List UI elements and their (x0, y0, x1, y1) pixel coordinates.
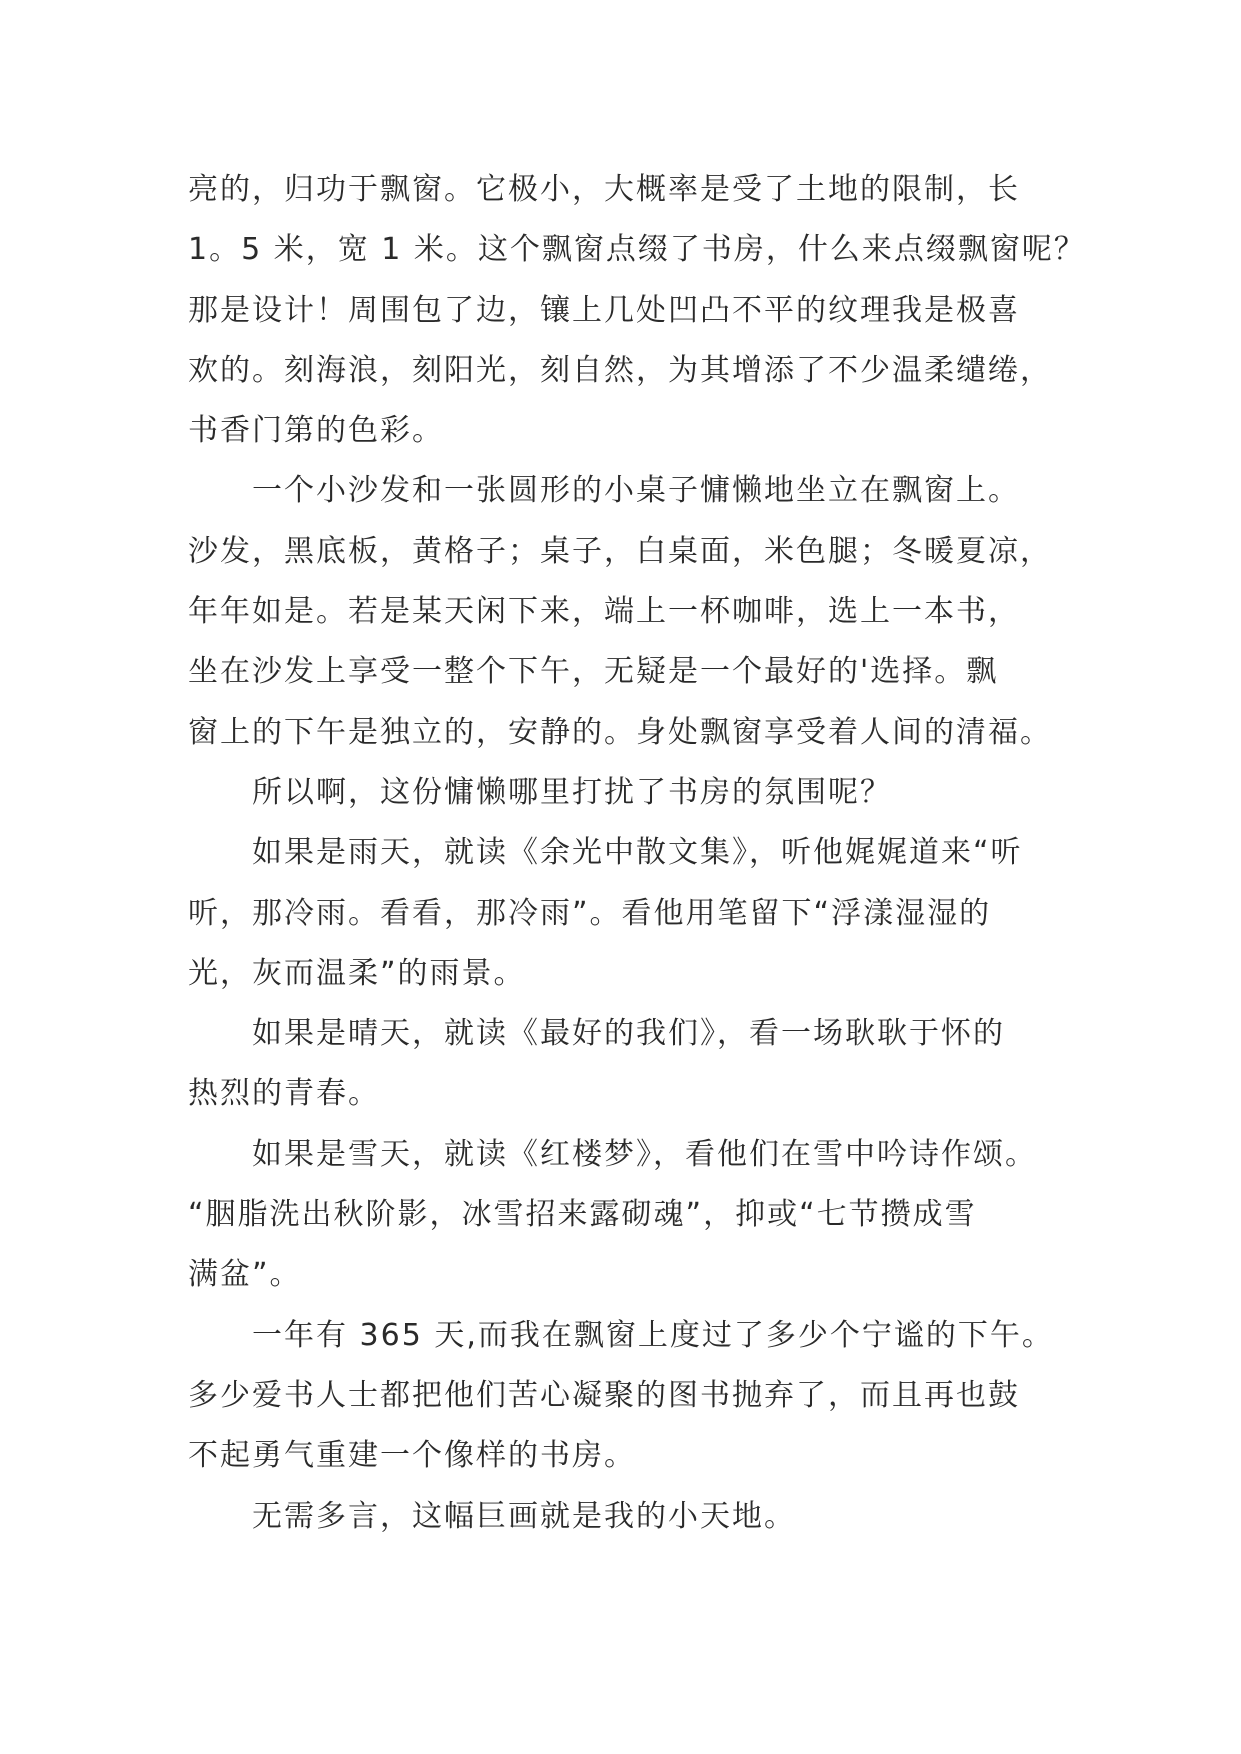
essay-body (188, 160, 1088, 1547)
text-line: 如果是晴天，就读《最好的我们》，看一场耿耿于怀的 (252, 1016, 1005, 1052)
text-line: 窗上的下午是独立的，安静的。身处飘窗享受着人间的清福。 (188, 714, 1052, 750)
text-line: 听，那冷雨。看看，那冷雨”。看他用笔留下“浮漾湿湿的 (188, 895, 992, 931)
text-line: 热烈的青春。 (188, 1076, 380, 1112)
text-line: 所以啊，这份慵懒哪里打扰了书房的氛围呢？ (252, 774, 892, 810)
text-line: 欢的。刻海浪，刻阳光，刻自然，为其增添了不少温柔缱绻， (188, 352, 1052, 388)
text-line: 1。5 米，宽 1 米。这个飘窗点缀了书房，什么来点缀飘窗呢？ (188, 232, 1086, 268)
text-line: 年年如是。若是某天闲下来，端上一杯咖啡，选上一本书， (188, 594, 1020, 630)
text-line: 如果是雨天，就读《余光中散文集》，听他娓娓道来“听 (252, 835, 1023, 871)
text-line: 无需多言，这幅巨画就是我的小天地。 (252, 1498, 796, 1534)
text-line: 那是设计！周围包了边，镶上几处凹凸不平的纹理我是极喜 (188, 292, 1020, 328)
text-line: 光，灰而温柔”的雨景。 (188, 955, 526, 991)
text-line: 多少爱书人士都把他们苦心凝聚的图书抛弃了，而且再也鼓 (188, 1377, 1020, 1413)
text-line: 一个小沙发和一张圆形的小桌子慵懒地坐立在飘窗上。 (252, 473, 1020, 509)
text-line: 满盆”。 (188, 1257, 302, 1293)
text-line: 如果是雪天，就读《红楼梦》，看他们在雪中吟诗作颂。 (252, 1136, 1037, 1172)
text-line: 亮的，归功于飘窗。它极小，大概率是受了土地的限制，长 (188, 172, 1020, 207)
text-line: 坐在沙发上享受一整个下午，无疑是一个最好的'选择。飘 (188, 654, 999, 690)
text-line: “胭脂洗出秋阶影，冰雪招来露砌魂”，抑或“七节攒成雪 (188, 1197, 977, 1233)
text-line: 书香门第的色彩。 (188, 413, 444, 449)
text-line: 一年有 365 天,而我在飘窗上度过了多少个宁谧的下午。 (252, 1317, 1054, 1353)
text-line: 不起勇气重建一个像样的书房。 (188, 1438, 636, 1474)
text-line: 沙发，黑底板，黄格子；桌子，白桌面，米色腿；冬暖夏凉， (188, 533, 1052, 569)
